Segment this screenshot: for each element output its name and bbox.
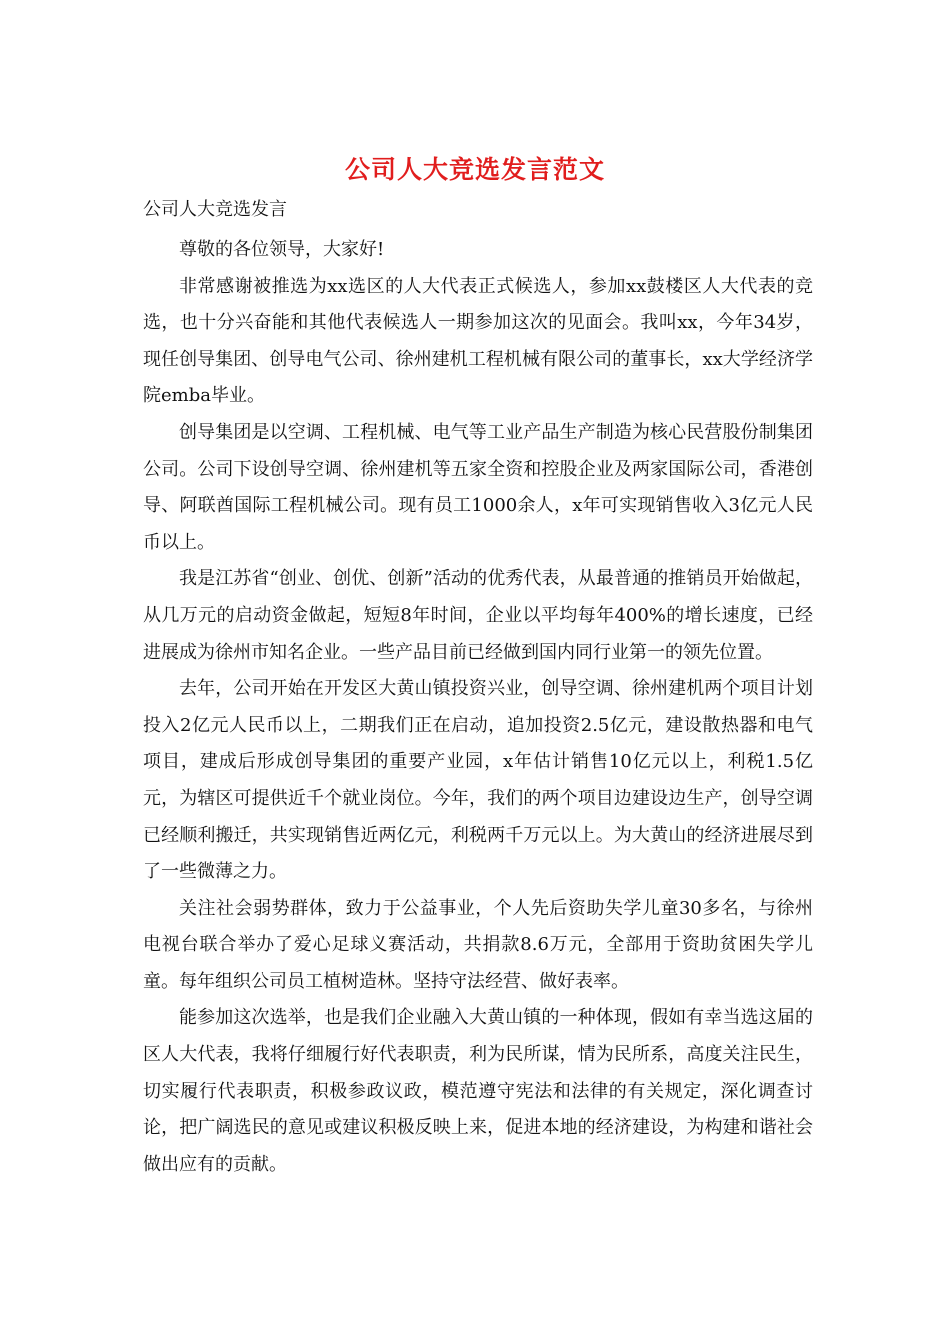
paragraph-introduction: 非常感谢被推选为xx选区的人大代表正式候选人，参加xx鼓楼区人大代表的竞选，也十分兴奋能和其他代表候选人一期参加这次的见面会。我叫xx，今年34岁，现任创导集团、创导电气公司、徐州建机工程机械有限公司的董事长，xx大学经济学院emba毕业。	[143, 275, 813, 407]
document-body	[143, 232, 813, 1183]
paragraph-greeting: 尊敬的各位领导，大家好!	[179, 239, 385, 260]
paragraph-company: 创导集团是以空调、工程机械、电气等工业产品生产制造为核心民营股份制集团公司。公司下设创导空调、徐州建机等五家全资和控股企业及两家国际公司，香港创导、阿联酋国际工程机械公司。现有员工1000余人，x年可实现销售收入3亿元人民币以上。	[143, 421, 813, 553]
paragraph-pledge: 能参加这次选举，也是我们企业融入大黄山镇的一种体现，假如有幸当选这届的区人大代表，我将仔细履行好代表职责，利为民所谋，情为民所系，高度关注民生，切实履行代表职责，积极参政议政，模范遵守宪法和法律的有关规定，深化调查讨论，把广阔选民的意见或建议积极反映上来，促进本地的经济建设，为构建和谐社会做出应有的贡献。	[143, 1007, 813, 1175]
document-subtitle: 公司人大竞选发言	[143, 199, 287, 220]
paragraph-career: 我是江苏省“创业、创优、创新”活动的优秀代表，从最普通的推销员开始做起，从几万元的启动资金做起，短短8年时间，企业以平均每年400%的增长速度，已经进展成为徐州市知名企业。一些产品目前已经做到国内同行业第一的领先位置。	[143, 568, 813, 663]
document-title: 公司人大竞选发言范文	[344, 155, 605, 184]
paragraph-investment: 去年，公司开始在开发区大黄山镇投资兴业，创导空调、徐州建机两个项目计划投入2亿元人民币以上，二期我们正在启动，追加投资2.5亿元，建设散热器和电气项目，建成后形成创导集团的重要产业园，x年估计销售10亿元以上，利税1.5亿元，为辖区可提供近千个就业岗位。今年，我们的两个项目边建设边生产，创导空调已经顺利搬迁，共实现销售近两亿元，利税两千万元以上。为大黄山的经济进展尽到了一些微薄之力。	[143, 678, 813, 883]
paragraph-charity: 关注社会弱势群体，致力于公益事业，个人先后资助失学儿童30多名，与徐州电视台联合举办了爱心足球义赛活动，共捐款8.6万元，全部用于资助贫困失学儿童。每年组织公司员工植树造林。坚持守法经营、做好表率。	[143, 897, 813, 992]
